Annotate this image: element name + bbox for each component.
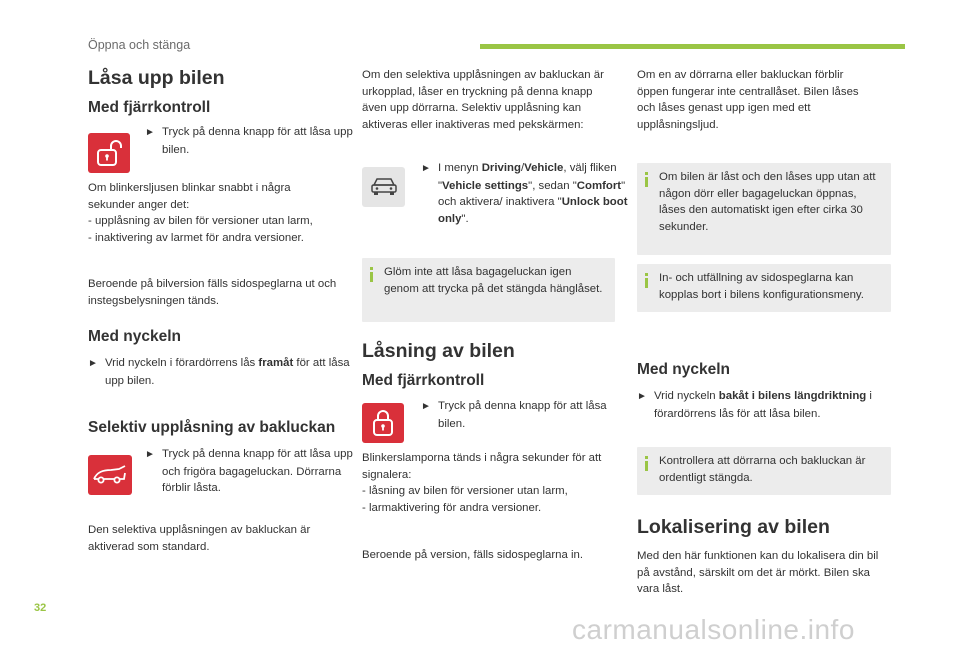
car-menu-icon xyxy=(362,167,405,207)
section-header: Öppna och stänga xyxy=(88,38,191,52)
lock-mirrors-text: Beroende på version, fälls sidospeglarna in. xyxy=(362,549,583,561)
watermark: carmanualsonline.info xyxy=(572,614,855,645)
unlock-padlock-icon xyxy=(88,133,130,173)
locate-text: Med den här funktionen kan du lokalisera din bil på avstånd, särskilt om det är mörkt. Bilen ska vara låst. xyxy=(637,550,879,595)
selective-default-text: Den selektiva upplåsningen av bakluckan är aktiverad som standard. xyxy=(88,524,311,553)
selective-disabled-text: Om den selektiva upplåsningen av bakluckan är urkopplad, låser en tryckning på denna knapp även upp dörrarna. Selektiv upplåsning kan aktiveras eller inaktiveras med pekskärmen: xyxy=(362,69,604,131)
info-icon xyxy=(644,172,649,187)
lock-padlock-icon xyxy=(362,403,404,443)
lock-remote-signal-text: Blinkerslamporna tänds i några sekunder för att signalera: - låsning av bilen för versioner utan larm, - larmaktivering för andra versioner. xyxy=(362,452,602,514)
info-icon xyxy=(644,273,649,288)
unlock-remote-signal-text: Om blinkersljusen blinkar snabbt i några sekunder anger det: - upplåsning av bilen för versioner utan larm, - inaktivering av larmet för andra versioner. xyxy=(88,182,313,244)
info-icon xyxy=(644,456,649,471)
car-tailgate-icon xyxy=(88,455,132,495)
lock-key-heading: Med nyckeln xyxy=(637,361,731,378)
unlock-remote-heading: Med fjärrkontroll xyxy=(88,99,211,116)
lock-title: Låsning av bilen xyxy=(362,340,515,362)
page-number: 32 xyxy=(34,602,47,614)
menu-settings-bullet: ► I menyn Driving/Vehicle, välj fliken "Vehicle settings", sedan "Comfort" och aktivera/ inaktivera "Unlock boot only". xyxy=(421,162,628,225)
locate-title: Lokalisering av bilen xyxy=(637,516,830,538)
unlock-mirrors-text: Beroende på bilversion fälls sidospeglarna ut och instegsbelysningen tänds. xyxy=(88,278,337,307)
unlock-remote-bullet: ► Tryck på denna knapp för att låsa upp bilen. xyxy=(145,126,353,156)
lock-remote-bullet: ► Tryck på denna knapp för att låsa bilen. xyxy=(421,400,607,430)
lock-remote-heading: Med fjärrkontroll xyxy=(362,372,485,389)
unlock-title: Låsa upp bilen xyxy=(88,67,225,89)
selective-unlock-heading: Selektiv upplåsning av bakluckan xyxy=(88,419,336,436)
note-mirror-config: In- och utfällning av sidospeglarna kan kopplas bort i bilens konfigurationsmeny. xyxy=(637,264,891,312)
central-lock-text: Om en av dörrarna eller bakluckan förblir öppen fungerar inte centrallåset. Bilen låses och låses genast upp igen med ett upplåsningsljud. xyxy=(637,69,859,131)
note-check-doors: Kontrollera att dörrarna och bakluckan är ordentligt stängda. xyxy=(637,447,891,495)
unlock-key-bullet: ► Vrid nyckeln i förardörrens lås framåt för att låsa upp bilen. xyxy=(88,357,350,387)
note-auto-relock: Om bilen är låst och den låses upp utan att någon dörr eller bagageluckan öppnas, låses den automatiskt igen efter cirka 30 sekunder. xyxy=(637,163,891,255)
lock-key-bullet: ► Vrid nyckeln bakåt i bilens längdriktning i förardörrens lås för att låsa bilen. xyxy=(637,390,872,420)
header-accent-bar xyxy=(480,44,905,49)
selective-unlock-bullet: ► Tryck på denna knapp för att låsa upp och frigöra bagageluckan. Dörrarna förblir låsta. xyxy=(145,448,353,494)
unlock-key-heading: Med nyckeln xyxy=(88,328,182,345)
note-lock-tailgate: Glöm inte att låsa bagageluckan igen genom att trycka på det stängda hänglåset. xyxy=(362,258,615,322)
info-icon xyxy=(369,267,374,282)
